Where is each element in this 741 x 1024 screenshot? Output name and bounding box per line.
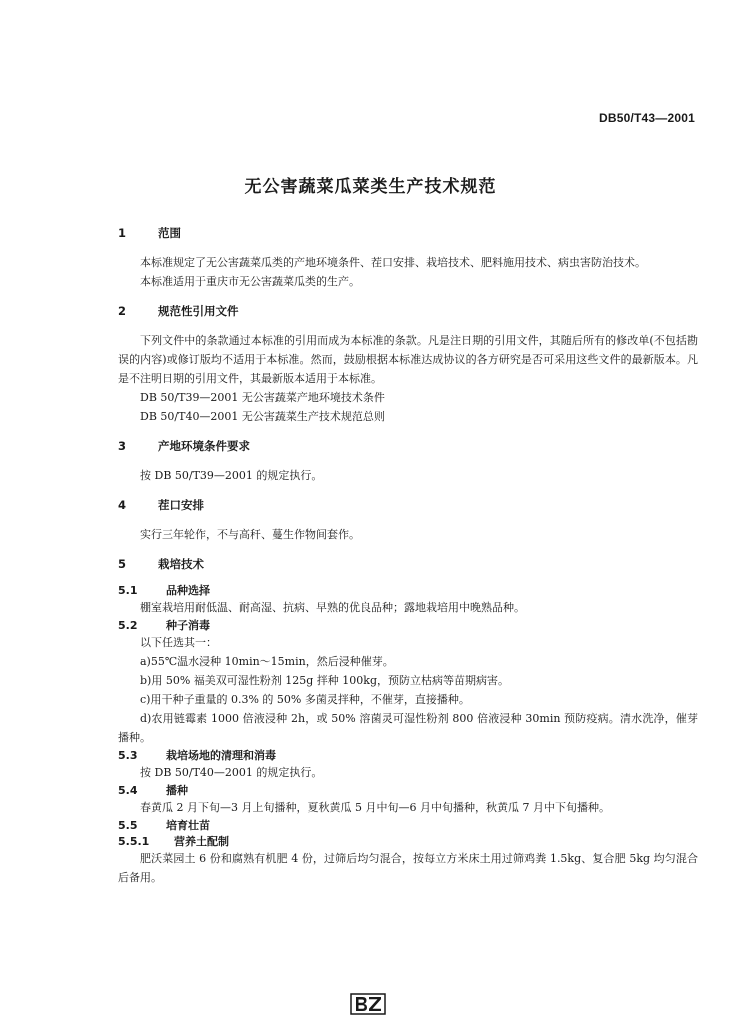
- paragraph: 本标准规定了无公害蔬菜瓜类的产地环境条件、茬口安排、栽培技术、肥料施用技术、病虫害防治技术。: [140, 256, 646, 269]
- publisher-logo-icon: [350, 993, 386, 1015]
- subsection-title: 培育壮苗: [166, 819, 210, 832]
- section-heading-4: [118, 497, 698, 513]
- subsection-heading-5-4: [118, 782, 698, 798]
- subsection-number: 5.1: [118, 584, 138, 597]
- paragraph: 本标准适用于重庆市无公害蔬菜瓜类的生产。: [140, 275, 360, 288]
- document-title: 无公害蔬菜瓜菜类生产技术规范: [244, 177, 497, 197]
- section-title: 范围: [158, 226, 181, 240]
- paragraph: 实行三年轮作，不与高秆、蔓生作物间套作。: [140, 528, 360, 541]
- subsection-title: 栽培场地的清理和消毒: [166, 749, 276, 762]
- section-title: 产地环境条件要求: [158, 439, 250, 453]
- subsection-number: 5.2: [118, 619, 138, 632]
- section-title: 茬口安排: [158, 498, 204, 512]
- section-heading-3: [118, 438, 698, 454]
- paragraph: 春黄瓜 2 月下旬—3 月上旬播种，夏秋黄瓜 5 月中旬—6 月中旬播种，秋黄瓜 7 月中下旬播种。: [140, 801, 610, 814]
- list-item: c)用干种子重量的 0.3% 的 50% 多菌灵拌种，不催芽，直接播种。: [140, 693, 470, 706]
- paragraph: 按 DB 50/T40—2001 的规定执行。: [140, 766, 323, 779]
- paragraph: 以下任选其一：: [140, 636, 217, 649]
- subsection-heading-5-3: [118, 747, 698, 763]
- list-item: d)农用链霉素 1000 倍液浸种 2h，或 50% 溶菌灵可湿性粉剂 800 倍液浸种 30min 预防疫病。清水洗净，催芽播种。: [118, 712, 698, 744]
- subsection-title: 播种: [166, 784, 188, 797]
- subsection-heading-5-1: [118, 582, 698, 598]
- paragraph: 下列文件中的条款通过本标准的引用而成为本标准的条款。凡是注日期的引用文件，其随后所有的修改单(不包括勘误的内容)或修订版均不适用于本标准。然而，鼓励根据本标准达成协议的各方研究是否可采用这些文件的最新版本。凡是不注明日期的引用文件，其最新版本适用于本标准。: [118, 334, 698, 385]
- subsection-number: 5.5.1: [118, 835, 150, 848]
- list-item: b)用 50% 福美双可湿性粉剂 125g 拌种 100kg，预防立枯病等苗期病害。: [140, 674, 510, 687]
- subsection-title: 品种选择: [166, 584, 210, 597]
- subsection-number: 5.3: [118, 749, 138, 762]
- list-item: a)55℃温水浸种 10min～15min，然后浸种催芽。: [140, 655, 394, 668]
- reference-item: DB 50/T40—2001 无公害蔬菜生产技术规范总则: [140, 410, 385, 423]
- section-heading-2: [118, 303, 698, 319]
- section-title: 栽培技术: [158, 557, 204, 571]
- subsection-number: 5.5: [118, 819, 138, 832]
- section-title: 规范性引用文件: [158, 304, 239, 318]
- subsection-heading-5-5: [118, 817, 698, 833]
- section-number: 4: [118, 498, 127, 512]
- section-number: 1: [118, 226, 127, 240]
- section-number: 3: [118, 439, 127, 453]
- section-number: 5: [118, 557, 127, 571]
- subsection-number: 5.4: [118, 784, 138, 797]
- document-code: DB50/T43—2001: [599, 111, 695, 125]
- paragraph: 肥沃菜园土 6 份和腐熟有机肥 4 份，过筛后均匀混合，按每立方米床土用过筛鸡粪 1.5kg、复合肥 5kg 均匀混合后备用。: [118, 852, 698, 884]
- subsection-heading-5-5-1: [118, 833, 698, 849]
- document-body: [118, 225, 698, 887]
- section-heading-5: [118, 556, 698, 572]
- section-heading-1: [118, 225, 698, 241]
- subsection-heading-5-2: [118, 617, 698, 633]
- paragraph: 按 DB 50/T39—2001 的规定执行。: [140, 469, 323, 482]
- subsection-title: 营养土配制: [174, 835, 229, 848]
- section-number: 2: [118, 304, 127, 318]
- reference-item: DB 50/T39—2001 无公害蔬菜产地环境技术条件: [140, 391, 385, 404]
- paragraph: 棚室栽培用耐低温、耐高湿、抗病、早熟的优良品种；露地栽培用中晚熟品种。: [140, 601, 525, 614]
- subsection-title: 种子消毒: [166, 619, 210, 632]
